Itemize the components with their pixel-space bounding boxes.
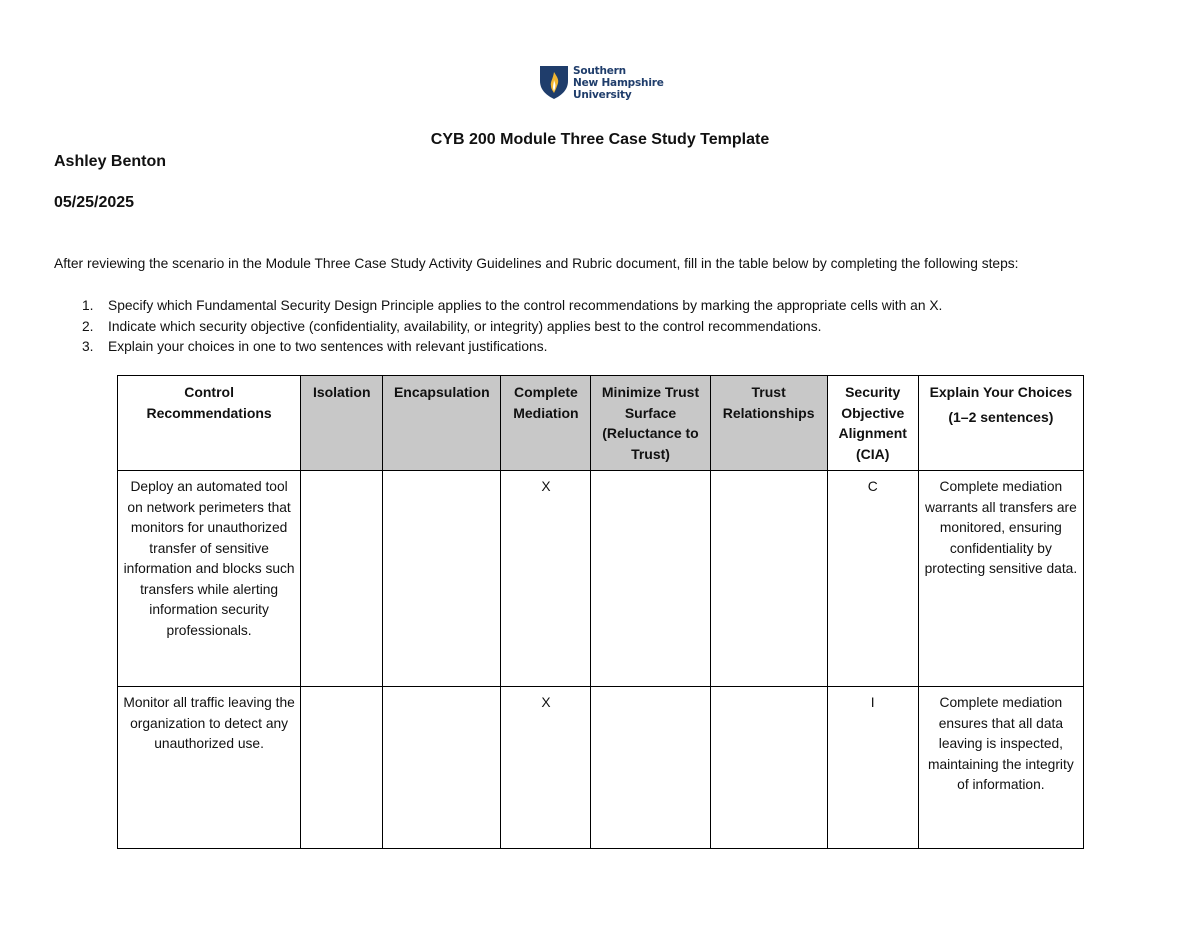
cell-security-objective: C (827, 471, 918, 687)
cell-control: Monitor all traffic leaving the organization to detect any unauthorized use. (118, 687, 301, 849)
cell-isolation (301, 687, 383, 849)
header-minimize-trust-surface: Minimize Trust Surface (Reluctance to Trust) (591, 376, 710, 471)
shield-flame-icon (538, 64, 570, 100)
step-number: 3. (82, 339, 94, 354)
step-text: Indicate which security objective (confidentiality, availability, or integrity) applies best to the control recommendations. (108, 318, 822, 334)
step-number: 1. (82, 298, 94, 313)
author-name: Ashley Benton (54, 153, 167, 170)
logo-line-1: Southern (573, 65, 626, 77)
cell-minimize-trust (591, 471, 710, 687)
cell-minimize-trust (591, 687, 710, 849)
cell-encapsulation (383, 471, 501, 687)
header-explain-title: Explain Your Choices (929, 384, 1073, 400)
document-title: CYB 200 Module Three Case Study Template (430, 131, 770, 148)
logo-line-2: New Hampshire (573, 77, 664, 89)
header-explain-choices (918, 376, 1083, 471)
cell-explain: Complete mediation warrants all transfers are monitored, ensuring confidentiality by protecting sensitive data. (918, 471, 1083, 687)
logo-line-3: University (573, 89, 632, 101)
step-text: Specify which Fundamental Security Design Principle applies to the control recommendations by marking the appropriate cells with an X. (108, 298, 943, 313)
cell-security-objective: I (827, 687, 918, 849)
document-date: 05/25/2025 (54, 194, 135, 211)
cell-complete-mediation: X (501, 687, 591, 849)
table-row (118, 687, 1084, 849)
header-complete-mediation: Complete Mediation (501, 376, 591, 471)
header-security-objective: Security Objective Alignment (CIA) (827, 376, 918, 471)
cell-complete-mediation: X (501, 471, 591, 687)
header-explain-subtitle: (1–2 sentences) (948, 408, 1054, 425)
cell-control: Deploy an automated tool on network perimeters that monitors for unauthorized transfer of sensitive information and blocks such transfers while alerting information security professionals. (118, 471, 301, 687)
cell-encapsulation (383, 687, 501, 849)
table-row (118, 471, 1084, 687)
case-study-table (117, 375, 1084, 849)
header-trust-relationships: Trust Relationships (710, 376, 827, 471)
cell-explain: Complete mediation ensures that all data leaving is inspected, maintaining the integrity of information. (918, 687, 1083, 849)
university-logo (538, 64, 668, 104)
header-isolation: Isolation (301, 376, 383, 471)
logo-wordmark (573, 65, 664, 101)
instructions-paragraph: After reviewing the scenario in the Module Three Case Study Activity Guidelines and Rubric document, fill in the table below by completing the following steps: (54, 256, 1019, 271)
cell-isolation (301, 471, 383, 687)
cell-trust-relationships (710, 687, 827, 849)
step-item (82, 317, 942, 338)
step-item (82, 296, 942, 317)
cell-trust-relationships (710, 471, 827, 687)
header-encapsulation: Encapsulation (383, 376, 501, 471)
step-text: Explain your choices in one to two sentences with relevant justifications. (108, 339, 548, 354)
step-number: 2. (82, 318, 94, 334)
header-control-recommendations: Control Recommendations (118, 376, 301, 471)
steps-list (82, 296, 942, 358)
step-item (82, 337, 942, 358)
table-header-row (118, 376, 1084, 471)
